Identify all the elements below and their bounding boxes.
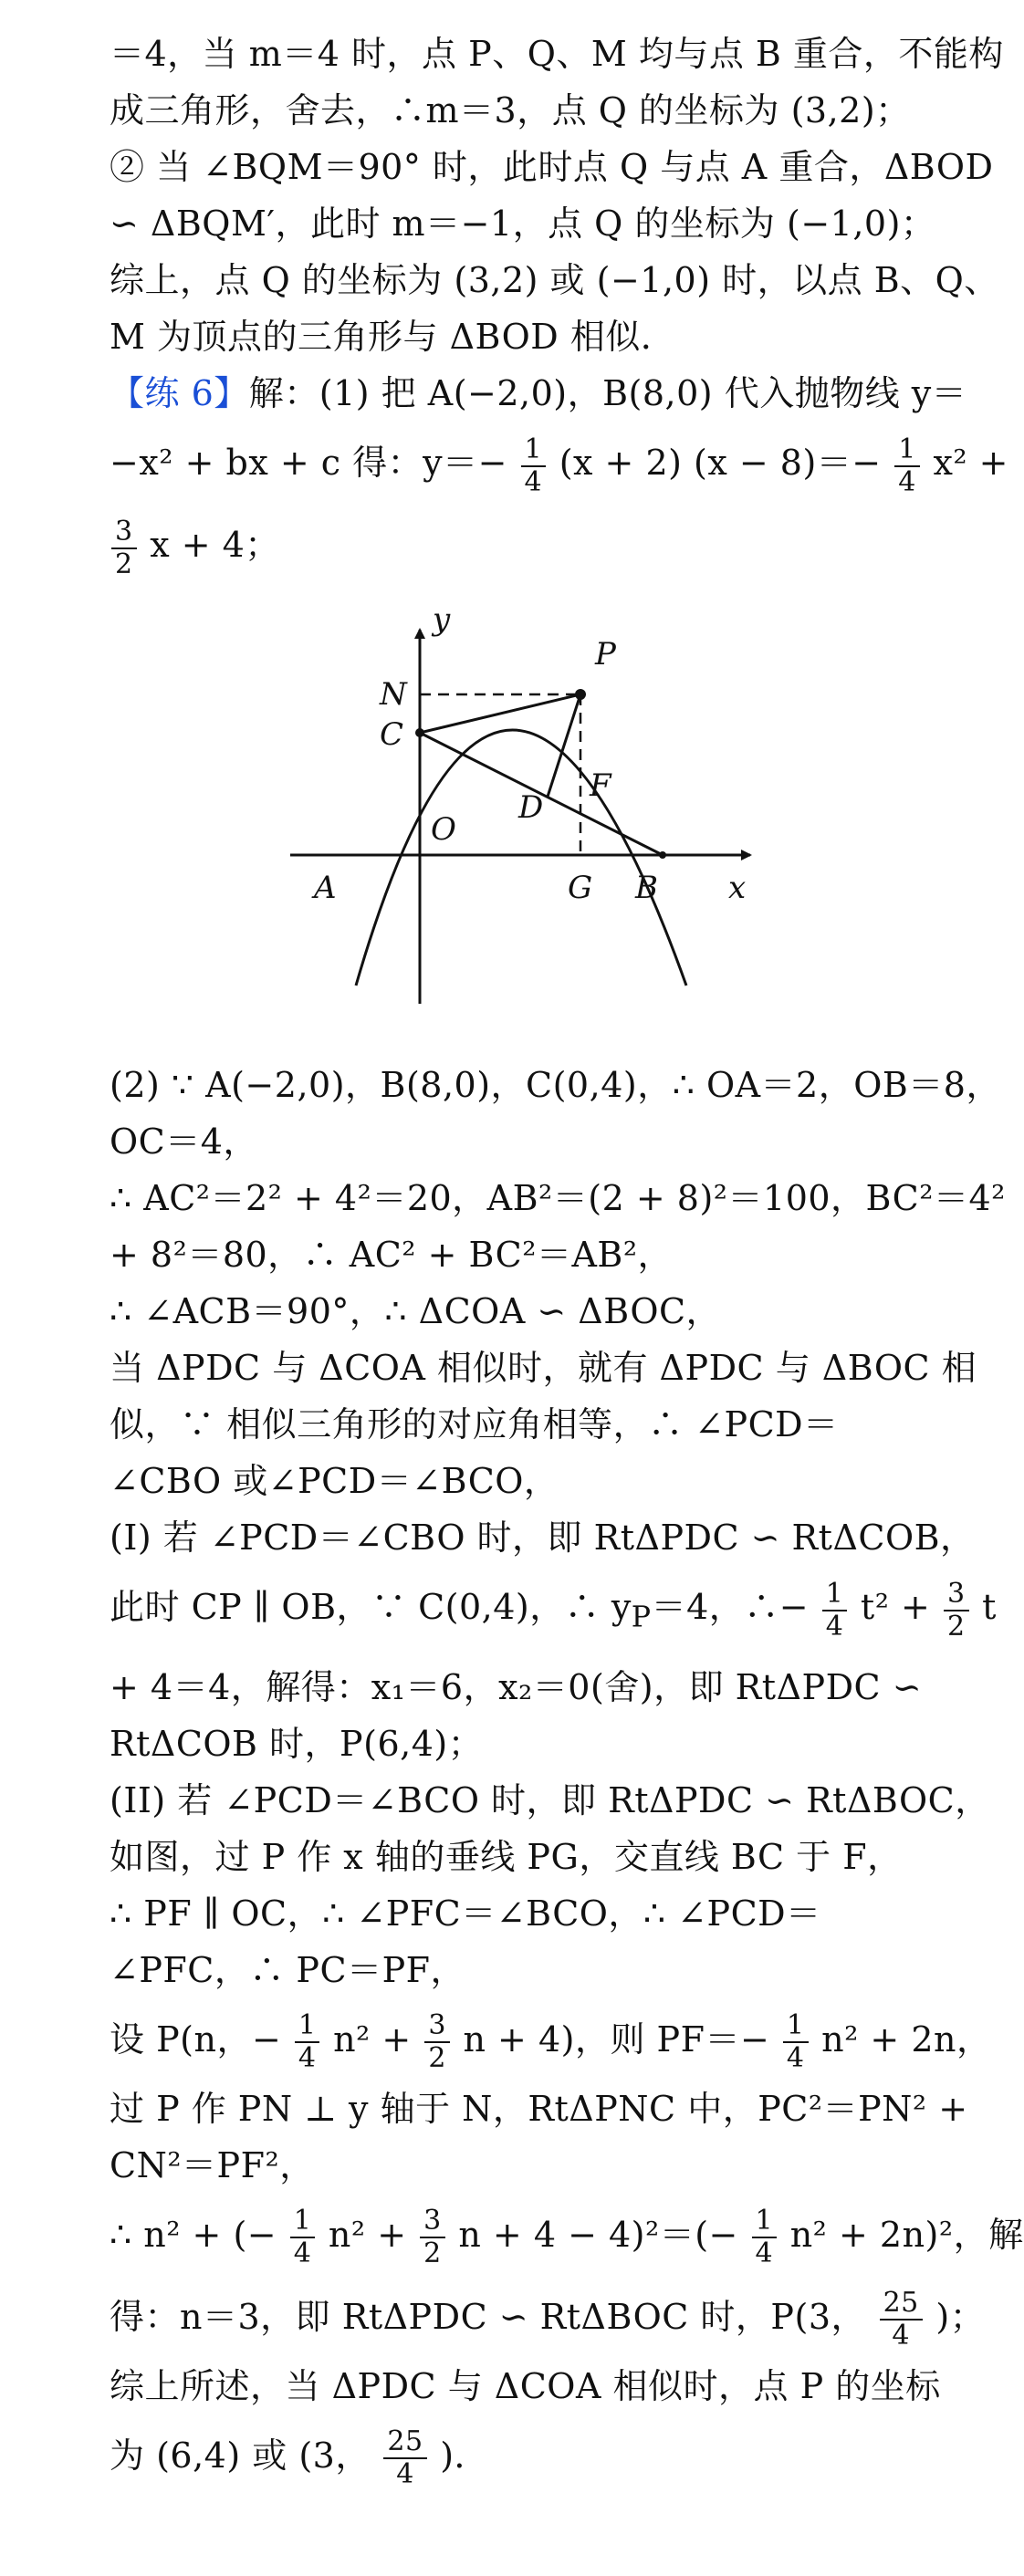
practice-tag: 【练 6】 bbox=[110, 373, 249, 413]
practice-6 bbox=[110, 365, 1009, 586]
text-line: 过 P 作 PN ⊥ y 轴于 N，RtΔPNC 中，PC²＝PN² + bbox=[110, 2088, 968, 2129]
fraction: $\frac{1}{4}$ bbox=[822, 1579, 848, 1643]
text-line: 得：n＝3，即 RtΔPDC ∽ RtΔBOC 时，P(3， $\frac{25}{4}$ )； bbox=[110, 2287, 986, 2352]
fraction: $\frac{1}{4}$ bbox=[783, 2010, 809, 2074]
text-line: 【练 6】解：(1) 把 A(−2,0)，B(8,0) 代入抛物线 y＝ bbox=[110, 373, 967, 413]
segment-cp bbox=[420, 694, 580, 733]
text-line: 设 P(n，− $\frac{1}{4}$ n² + $\frac{3}{2}$ n + 4)，则 PF＝− $\frac{1}{4}$ n² + 2n， bbox=[110, 2009, 992, 2075]
text-line: 综上所述，当 ΔPDC 与 ΔCOA 相似时，点 P 的坐标 bbox=[110, 2365, 941, 2406]
label-b: B bbox=[635, 870, 658, 906]
text-line: 当 ΔPDC 与 ΔCOA 相似时，就有 ΔPDC 与 ΔBOC 相 bbox=[110, 1348, 977, 1388]
text-line: CN²＝PF²， bbox=[110, 2144, 315, 2185]
text-line: ∽ ΔBQM′，此时 m＝−1，点 Q 的坐标为 (−1,0)； bbox=[110, 203, 936, 244]
text-line: ∴ ∠ACB＝90°，∴ ΔCOA ∽ ΔBOC， bbox=[110, 1291, 722, 1331]
text-line: ∠PFC，∴ PC＝PF， bbox=[110, 1949, 466, 1990]
text-line: OC＝4， bbox=[110, 1121, 258, 1162]
part-2 bbox=[110, 1057, 1024, 2497]
text-line: 此时 CP ∥ OB，∵ C(0,4)，∴ $y_P=4$，∴− $\frac{1}{4}$ t² + $\frac{3}{2}$ t bbox=[110, 1577, 997, 1643]
text-line: + 8²＝80，∴ AC² + BC²＝AB²， bbox=[110, 1235, 674, 1275]
fraction: $\frac{1}{4}$ bbox=[290, 2206, 316, 2269]
text-line: ＝4，当 m＝4 时，点 P、Q、M 均与点 B 重合，不能构 bbox=[110, 34, 1004, 74]
parabola-diagram bbox=[0, 593, 986, 1031]
text-line: ② 当 ∠BQM＝90° 时，此时点 Q 与点 A 重合，ΔBOD bbox=[110, 147, 994, 187]
label-a: A bbox=[314, 870, 337, 906]
label-c: C bbox=[380, 716, 404, 753]
text-line: ∴ PF ∥ OC，∴ ∠PFC＝∠BCO，∴ ∠PCD＝ bbox=[110, 1893, 821, 1934]
text-line: 成三角形，舍去，∴m＝3，点 Q 的坐标为 (3,2)； bbox=[110, 90, 911, 130]
text-line: $\frac{3}{2}$ x + 4； bbox=[110, 504, 935, 586]
label-g: G bbox=[568, 870, 593, 906]
fraction: $\frac{1}{4}$ bbox=[295, 2010, 320, 2074]
text-line: 综上，点 Q 的坐标为 (3,2) 或 (−1,0) 时，以点 B、Q、 bbox=[110, 260, 999, 300]
text-line: ∴ n² + (− $\frac{1}{4}$ n² + $\frac{3}{2}$ n + 4 − 4)²＝(− $\frac{1}{4}$ n² + 2n)²，解 bbox=[110, 2205, 1024, 2270]
label-p: P bbox=[595, 636, 616, 673]
fraction: $\frac{25}{4}$ bbox=[383, 2426, 426, 2490]
label-y: y bbox=[433, 601, 451, 638]
fraction: $\frac{3}{2}$ bbox=[944, 1579, 969, 1643]
text-line: −x² + bx + c 得：y＝− $\frac{1}{4}$ (x + 2) (x − 8)＝− $\frac{1}{4}$ x² + bbox=[110, 433, 1009, 498]
point-c bbox=[415, 728, 424, 737]
text-line: (II) 若 ∠PCD＝∠BCO 时，即 RtΔPDC ∽ RtΔBOC， bbox=[110, 1779, 990, 1820]
text-line: 似，∵ 相似三角形的对应角相等，∴ ∠PCD＝ bbox=[110, 1404, 839, 1444]
fraction: $\frac{25}{4}$ bbox=[880, 2288, 923, 2352]
fraction: $\frac{1}{4}$ bbox=[752, 2206, 778, 2269]
text-line: + 4＝4，解得：x₁＝6，x₂＝0(舍)，即 RtΔPDC ∽ bbox=[110, 1666, 923, 1707]
parabola-figure bbox=[0, 593, 986, 1031]
label-n: N bbox=[380, 676, 407, 713]
fraction: $\frac{1}{4}$ bbox=[894, 434, 920, 498]
point-p bbox=[575, 689, 586, 700]
label-o: O bbox=[431, 811, 456, 848]
top-paragraph bbox=[110, 26, 1004, 365]
fraction: $\frac{3}{2}$ bbox=[420, 2206, 445, 2269]
label-d: D bbox=[518, 789, 544, 826]
label-f: F bbox=[590, 767, 611, 804]
text-line: RtΔCOB 时，P(6,4)； bbox=[110, 1723, 484, 1764]
text-line: ∠CBO 或∠PCD＝∠BCO， bbox=[110, 1461, 559, 1501]
text-line: M 为顶点的三角形与 ΔBOD 相似． bbox=[110, 317, 676, 357]
text-line: (2) ∵ A(−2,0)，B(8,0)，C(0,4)，∴ OA＝2，OB＝8， bbox=[110, 1065, 1001, 1105]
text-line: 如图，过 P 作 x 轴的垂线 PG，交直线 BC 于 F， bbox=[110, 1836, 903, 1877]
fraction: $\frac{3}{2}$ bbox=[111, 516, 137, 580]
fraction: $\frac{3}{2}$ bbox=[424, 2010, 450, 2074]
text-line: 为 (6,4) 或 (3， $\frac{25}{4}$ )． bbox=[110, 2425, 490, 2491]
text-line: (I) 若 ∠PCD＝∠CBO 时，即 RtΔPDC ∽ RtΔCOB， bbox=[110, 1517, 976, 1558]
parabola-curve bbox=[356, 730, 686, 986]
text-line: ∴ AC²＝2² + 4²＝20，AB²＝(2 + 8)²＝100，BC²＝4² bbox=[110, 1178, 1006, 1218]
point-b bbox=[659, 851, 666, 859]
label-x: x bbox=[728, 870, 747, 906]
fraction: $\frac{1}{4}$ bbox=[521, 434, 547, 498]
